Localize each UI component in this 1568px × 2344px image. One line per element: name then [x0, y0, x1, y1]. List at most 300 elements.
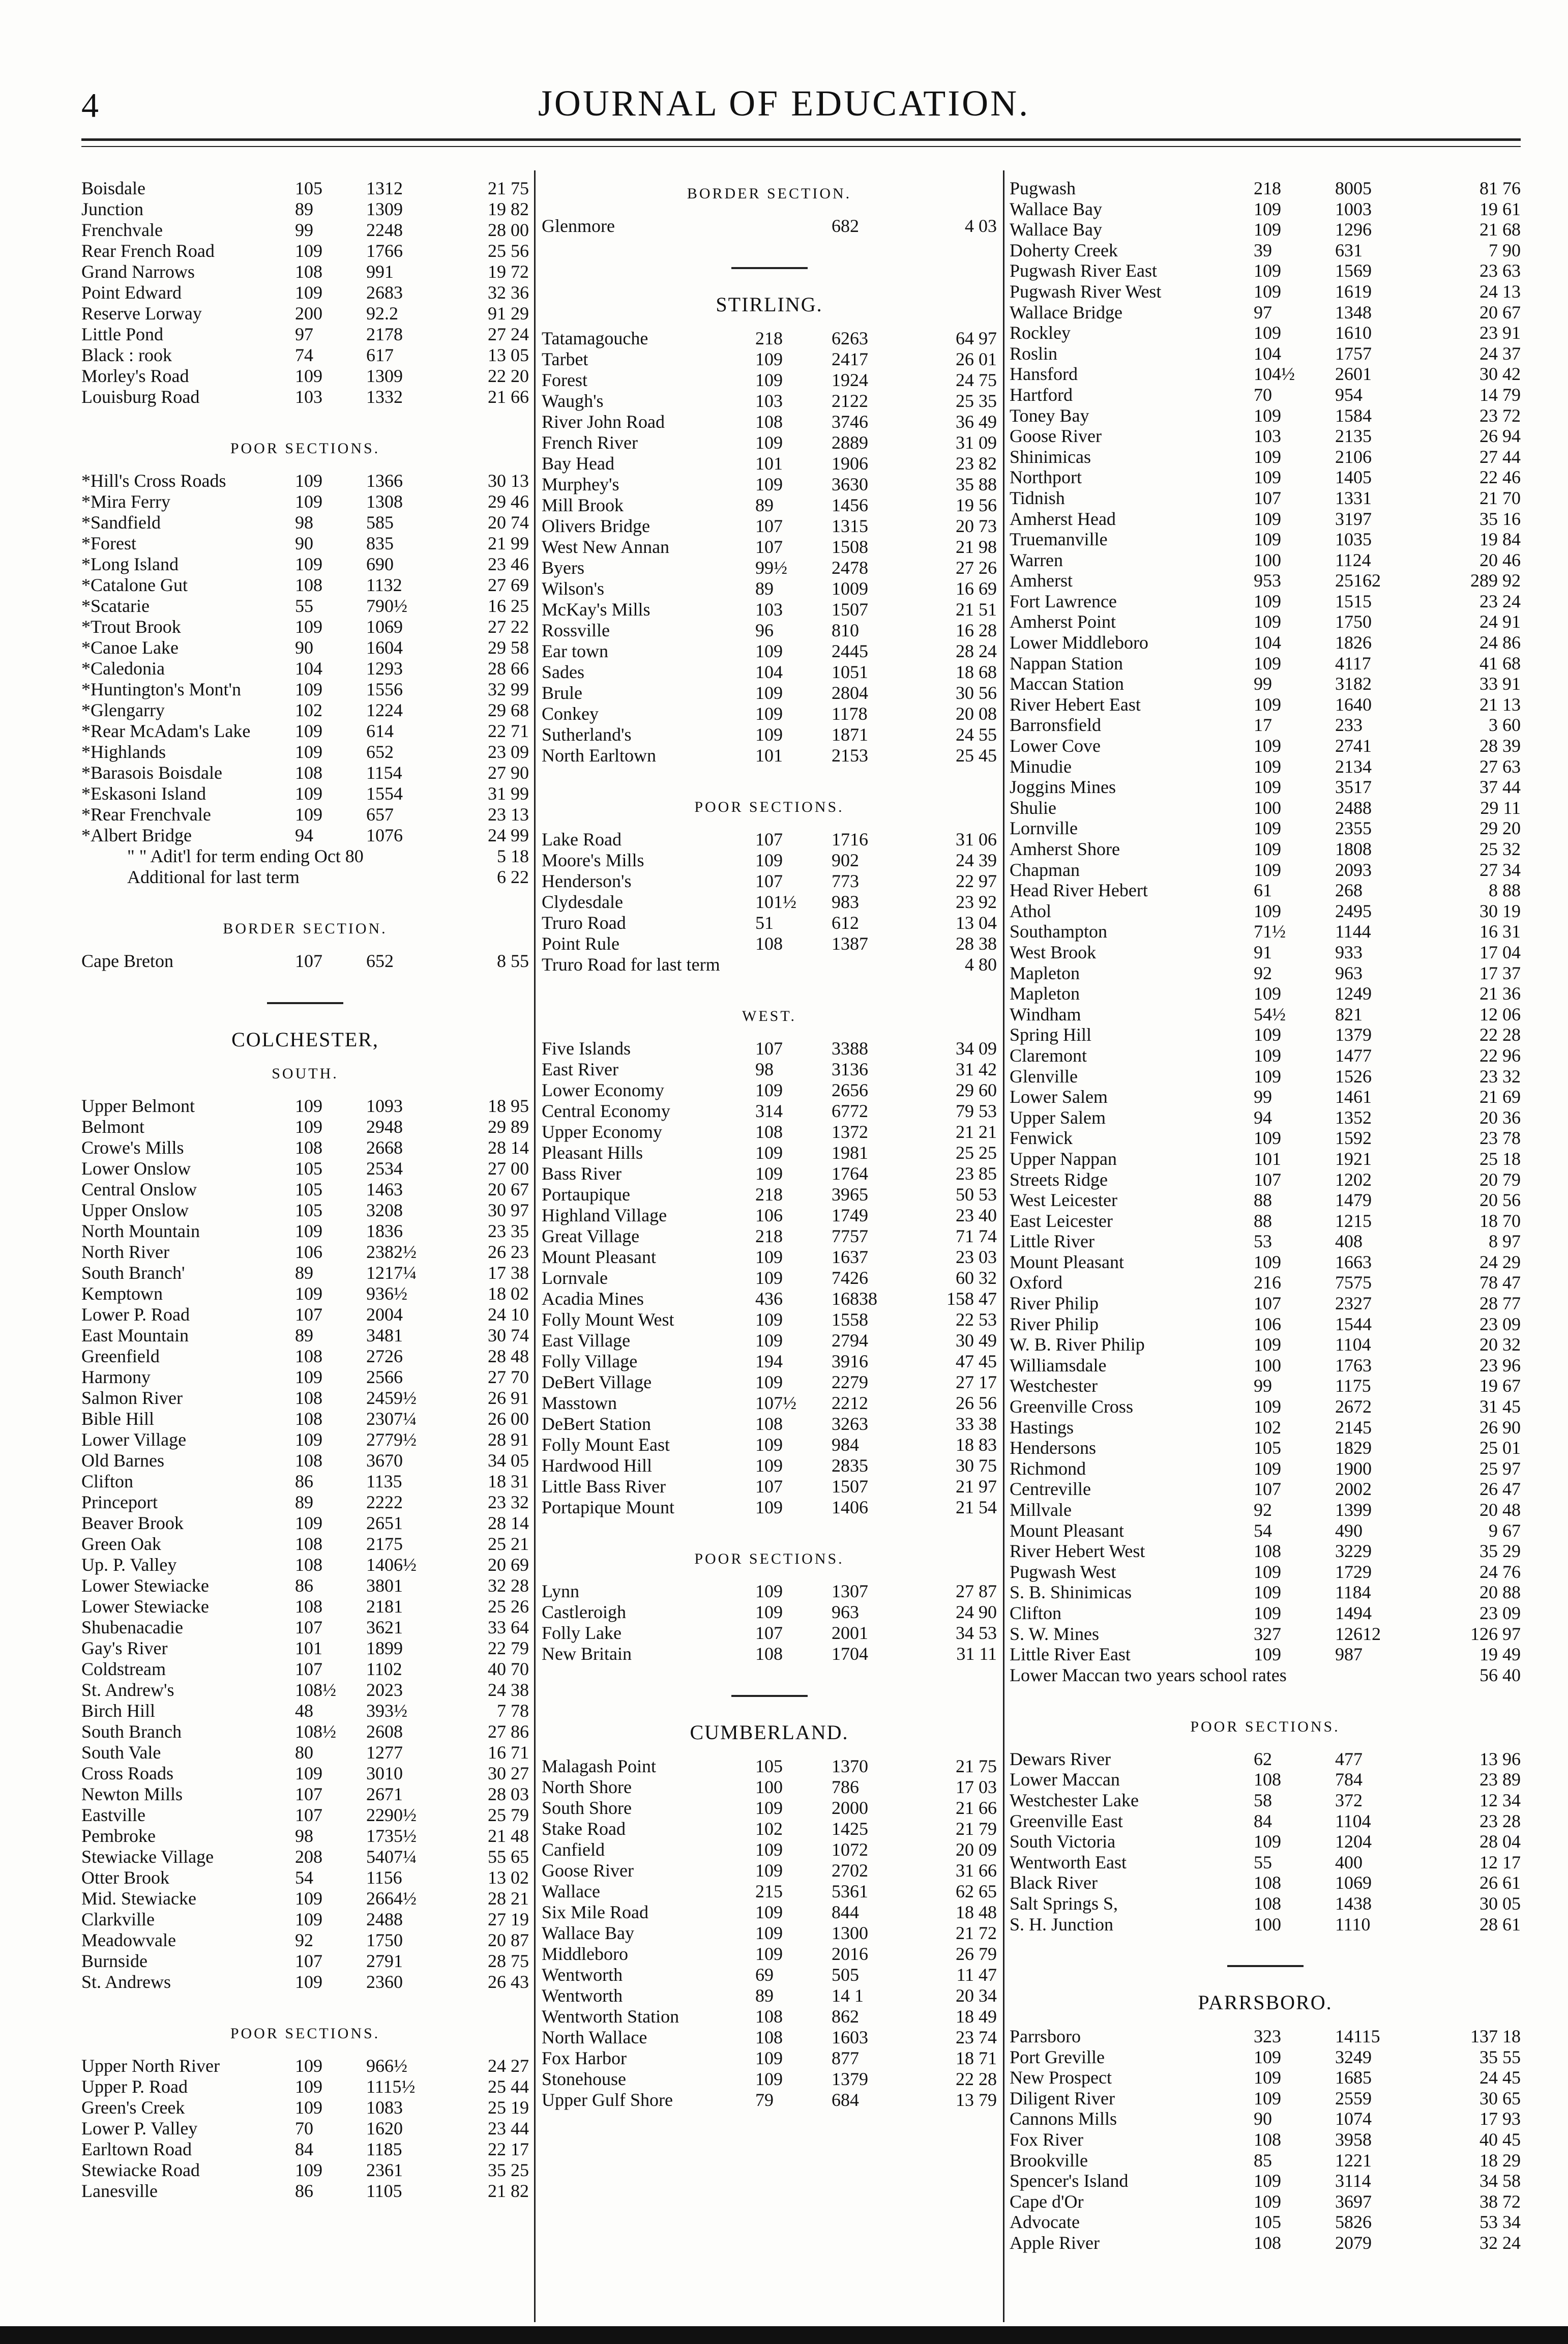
grant-amount: 18 02 [488, 1283, 529, 1304]
attendance: 1076 [366, 825, 403, 845]
days-taught: 109 [295, 617, 322, 637]
place-name: Windham [1010, 1004, 1081, 1024]
place-name: Highland Village [542, 1205, 667, 1225]
place-name: Head River Hebert [1010, 880, 1148, 901]
place-name: Shulie [1010, 797, 1057, 818]
table-row [1010, 1438, 1521, 1458]
grant-amount: 28 75 [488, 1951, 529, 1971]
place-name: Mid. Stewiacke [81, 1888, 196, 1909]
table-row [81, 1429, 529, 1450]
attendance: 1202 [1335, 1169, 1372, 1190]
days-taught: 109 [1254, 323, 1281, 343]
days-taught: 108 [295, 1534, 322, 1554]
table-row [81, 658, 529, 679]
table-section [81, 1002, 529, 1993]
attendance: 92.2 [366, 303, 398, 324]
attendance: 2671 [366, 1784, 403, 1804]
table-section [81, 918, 529, 972]
grant-amount: 28 66 [488, 658, 529, 679]
days-taught: 109 [295, 1429, 322, 1450]
days-taught: 109 [1254, 1602, 1281, 1623]
place-name: North Shore [542, 1777, 632, 1797]
days-taught: 109 [755, 704, 783, 724]
days-taught: 84 [295, 2139, 313, 2159]
place-name: Waugh's [542, 391, 604, 411]
grant-amount: 27 63 [1480, 756, 1521, 777]
days-taught: 109 [295, 804, 322, 825]
table-row [542, 1965, 997, 1985]
table-row [542, 1288, 997, 1309]
table-row [542, 1819, 997, 1839]
table-row [1010, 756, 1521, 777]
days-taught: 109 [295, 1221, 322, 1241]
days-taught: 109 [755, 1581, 783, 1601]
days-taught: 105 [295, 1200, 322, 1220]
place-name: Rockley [1010, 323, 1071, 343]
attendance: 652 [366, 742, 394, 762]
table-section [542, 1695, 997, 2111]
place-name: East Village [542, 1330, 631, 1351]
grant-amount: 289 92 [1470, 570, 1521, 591]
place-name: Gay's River [81, 1638, 168, 1658]
attendance: 5361 [832, 1881, 868, 1901]
table-row [1010, 447, 1521, 467]
grant-amount: 26 00 [488, 1409, 529, 1429]
attendance: 14115 [1335, 2026, 1380, 2047]
days-taught: 109 [295, 366, 322, 386]
table-row [81, 387, 529, 407]
days-taught: 108 [295, 1596, 322, 1617]
table-row [1010, 2233, 1521, 2253]
place-name: Pugwash [1010, 178, 1076, 198]
place-name: Beaver Brook [81, 1513, 184, 1533]
table-row [81, 1534, 529, 1555]
days-taught: 107 [755, 516, 783, 536]
place-name: *Huntington's Mont'n [81, 679, 241, 699]
days-taught: 109 [295, 783, 322, 804]
days-taught: 109 [1254, 1644, 1281, 1665]
section-divider [731, 1695, 808, 1697]
grant-amount: 28 39 [1480, 736, 1521, 756]
table-row [1010, 632, 1521, 653]
place-name: Wentworth [542, 1985, 623, 2006]
table-section [81, 178, 529, 407]
table-row [1010, 1107, 1521, 1128]
attendance: 372 [1335, 1790, 1363, 1810]
county-heading: STIRLING. [716, 293, 823, 316]
attendance: 1178 [832, 704, 868, 724]
attendance: 1102 [366, 1659, 402, 1679]
place-name: River Hebert West [1010, 1541, 1145, 1562]
attendance: 2664½ [366, 1888, 417, 1909]
table-row [81, 1659, 529, 1680]
attendance: 2093 [1335, 859, 1372, 880]
table-row [542, 474, 997, 495]
grant-amount: 22 17 [488, 2139, 529, 2159]
days-taught: 109 [1254, 839, 1281, 859]
days-taught: 109 [1254, 405, 1281, 426]
days-taught: 99 [1254, 1087, 1272, 1107]
attendance: 936½ [366, 1283, 407, 1304]
days-taught: 106 [1254, 1313, 1281, 1334]
grant-amount: 41 68 [1480, 653, 1521, 673]
days-taught: 98 [295, 1826, 313, 1846]
grant-amount: 17 38 [488, 1263, 529, 1283]
days-taught: 108 [1254, 1872, 1281, 1893]
grant-amount: 24 13 [1480, 281, 1521, 302]
grant-amount: 30 27 [488, 1763, 529, 1783]
attendance: 3621 [366, 1617, 403, 1637]
place-name: South Branch' [81, 1263, 185, 1283]
place-name: Fox Harbor [542, 2048, 627, 2068]
days-taught: 109 [1254, 2046, 1281, 2067]
days-taught: 107 [295, 1805, 322, 1825]
table-row [1010, 467, 1521, 488]
attendance: 1763 [1335, 1355, 1372, 1375]
grant-amount: 20 74 [488, 512, 529, 533]
grant-amount: 47 45 [956, 1351, 997, 1371]
grant-amount: 12 17 [1480, 1852, 1521, 1872]
attendance: 1132 [366, 575, 402, 595]
attendance: 835 [366, 533, 394, 553]
place-name: Hartford [1010, 384, 1073, 405]
place-name: *Long Island [81, 554, 179, 574]
grant-amount: 16 71 [488, 1742, 529, 1763]
attendance: 3481 [366, 1325, 403, 1345]
county-heading: PARRSBORO. [1198, 1991, 1333, 2014]
grant-amount: 20 46 [1480, 549, 1521, 570]
grant-amount: 20 09 [956, 1839, 997, 1860]
place-name: Upper Gulf Shore [542, 2090, 673, 2110]
place-name: Newton Mills [81, 1784, 183, 1804]
table-row [1010, 1811, 1521, 1832]
days-taught: 109 [295, 2097, 322, 2118]
table-row [1010, 591, 1521, 612]
grant-amount: 24 27 [488, 2056, 529, 2076]
days-taught: 104 [295, 658, 322, 679]
attendance: 773 [832, 871, 859, 891]
attendance: 6772 [832, 1101, 868, 1121]
place-name: Lower P. Road [81, 1304, 190, 1325]
table-section [1010, 1965, 1521, 2253]
grant-amount: 27 22 [488, 617, 529, 637]
section-divider [731, 267, 808, 269]
table-section [542, 1006, 997, 1518]
days-taught: 108 [755, 1414, 783, 1434]
table-row [81, 1367, 529, 1388]
table-row [1010, 653, 1521, 674]
place-name: Wentworth Station [542, 2006, 679, 2027]
grant-amount: 23 63 [1480, 260, 1521, 281]
table-row [542, 1881, 997, 1902]
place-name: Kemptown [81, 1283, 163, 1304]
table-row [542, 370, 997, 391]
grant-amount: 20 67 [1480, 302, 1521, 323]
place-name: Fox River [1010, 2129, 1084, 2150]
days-taught: 109 [755, 1309, 783, 1330]
grant-amount: 13 04 [956, 913, 997, 933]
attendance: 1610 [1335, 323, 1372, 343]
days-taught [750, 216, 816, 237]
grant-amount: 21 13 [1480, 694, 1521, 715]
days-taught: 327 [1254, 1623, 1281, 1644]
days-taught: 108 [295, 261, 322, 282]
grant-amount: 27 00 [488, 1158, 529, 1179]
table-row [542, 892, 997, 913]
grant-amount: 19 72 [488, 261, 529, 282]
attendance: 2445 [832, 641, 868, 661]
attendance: 1110 [1335, 1914, 1371, 1935]
attendance: 2478 [832, 558, 868, 578]
attendance: 4117 [1335, 653, 1371, 673]
place-name: *Albert Bridge [81, 825, 192, 845]
place-name: Warren [1010, 549, 1063, 570]
table-row [1010, 1314, 1521, 1335]
days-taught: 109 [755, 1923, 783, 1943]
table-row [81, 2160, 529, 2181]
grant-amount: 23 09 [488, 742, 529, 762]
attendance: 682 [832, 216, 859, 236]
table-row [542, 1247, 997, 1268]
attendance: 2134 [1335, 756, 1372, 777]
days-taught: 103 [755, 599, 783, 620]
days-taught: 109 [755, 1602, 783, 1622]
table-row [1010, 1644, 1521, 1665]
attendance: 268 [1335, 880, 1363, 901]
table-row [1010, 1749, 1521, 1770]
table-row [81, 1200, 529, 1221]
attendance: 2779½ [366, 1429, 417, 1450]
grant-amount: 20 79 [1480, 1169, 1521, 1190]
grant-amount: 35 55 [1480, 2046, 1521, 2067]
place-name: Amherst [1010, 570, 1073, 591]
place-name: River John Road [542, 412, 665, 432]
place-name: Toney Bay [1010, 405, 1089, 426]
table-row [1010, 1582, 1521, 1603]
attendance: 821 [1335, 1004, 1363, 1024]
place-name: Middleboro [542, 1944, 628, 1964]
table-row [1010, 343, 1521, 364]
place-name: Malagash Point [542, 1756, 656, 1776]
attendance: 2079 [1335, 2233, 1372, 2253]
place-name: Williamsdale [1010, 1355, 1107, 1375]
days-taught: 90 [1254, 2108, 1272, 2129]
days-taught: 109 [1254, 1396, 1281, 1417]
table-row [542, 1038, 997, 1059]
days-taught: 99½ [755, 558, 787, 578]
attendance: 784 [1335, 1769, 1363, 1790]
days-taught: 102 [1254, 1417, 1281, 1438]
grant-amount: 30 49 [956, 1330, 997, 1351]
attendance: 877 [832, 2048, 859, 2068]
table-row [81, 1263, 529, 1283]
days-taught: 107 [1254, 1293, 1281, 1314]
place-name: River Philip [1010, 1313, 1099, 1334]
days-taught: 107 [755, 871, 783, 891]
attendance: 1249 [1335, 983, 1372, 1004]
place-name: Goose River [1010, 426, 1102, 447]
attendance: 1072 [832, 1839, 868, 1860]
table-row [1010, 901, 1521, 922]
grant-amount: 28 00 [488, 220, 529, 240]
table-row [1010, 1541, 1521, 1562]
attendance: 652 [366, 951, 394, 971]
attendance: 1399 [1335, 1500, 1372, 1520]
days-taught: 109 [1254, 1458, 1281, 1479]
days-taught: 109 [1254, 1831, 1281, 1852]
attendance: 1463 [366, 1179, 403, 1199]
attendance: 1293 [366, 658, 403, 679]
attendance: 2417 [832, 349, 868, 369]
days-taught: 91 [1254, 942, 1272, 962]
days-taught: 107 [755, 1476, 783, 1497]
table-row [542, 216, 997, 237]
grant-amount: 28 24 [956, 641, 997, 661]
place-name: Dewars River [1010, 1748, 1111, 1769]
place-name: Burnside [81, 1951, 147, 1971]
table-row [81, 366, 529, 387]
place-name: Wallace [542, 1881, 601, 1901]
place-name: Frenchvale [81, 220, 163, 240]
attendance: 1154 [366, 763, 402, 783]
table-row [542, 1860, 997, 1881]
days-taught: 107 [295, 1951, 322, 1971]
place-name: Birch Hill [81, 1701, 155, 1721]
table-row [81, 1972, 529, 1993]
place-name: South Shore [542, 1798, 632, 1818]
place-name: Parrsboro [1010, 2026, 1081, 2047]
grant-amount: 35 16 [1480, 508, 1521, 529]
attendance: 1003 [1335, 198, 1372, 219]
table-row [542, 1985, 997, 2006]
table-row [542, 1163, 997, 1184]
table-row [1010, 921, 1521, 942]
table-row [81, 2056, 529, 2076]
attendance: 2355 [1335, 818, 1372, 839]
days-taught: 109 [755, 1860, 783, 1881]
days-taught: 107 [295, 1617, 322, 1637]
place-name: Goose River [542, 1860, 634, 1881]
days-taught: 100 [1254, 1914, 1281, 1935]
grant-amount: 25 01 [1480, 1438, 1521, 1458]
note-value: 6 22 [497, 867, 529, 887]
attendance: 1685 [1335, 2067, 1372, 2088]
days-taught: 17 [1254, 715, 1272, 736]
grant-amount: 30 13 [488, 471, 529, 491]
table-row [542, 724, 997, 745]
attendance: 2004 [366, 1304, 403, 1325]
table-row [1010, 2171, 1521, 2191]
attendance: 1921 [1335, 1148, 1372, 1169]
place-name: East Leicester [1010, 1210, 1113, 1231]
days-taught: 109 [755, 432, 783, 453]
attendance: 1308 [366, 491, 403, 512]
days-taught: 109 [295, 1117, 322, 1137]
days-taught: 107 [1254, 487, 1281, 508]
place-name: Green Oak [81, 1534, 161, 1554]
grant-amount: 13 79 [956, 2090, 997, 2110]
place-name: Westchester [1010, 1375, 1098, 1396]
place-name: Maccan Station [1010, 673, 1124, 694]
place-name: North Wallace [542, 2027, 647, 2047]
grant-amount: 26 01 [956, 349, 997, 369]
days-taught: 101 [295, 1638, 322, 1658]
days-taught: 99 [1254, 673, 1272, 694]
attendance: 1348 [1335, 302, 1372, 323]
days-taught: 109 [1254, 1334, 1281, 1355]
attendance: 3630 [832, 474, 868, 494]
attendance: 1836 [366, 1221, 403, 1241]
attendance: 1729 [1335, 1561, 1372, 1582]
attendance: 7426 [832, 1268, 868, 1288]
attendance: 3746 [832, 412, 868, 432]
table-row [542, 453, 997, 474]
days-taught: 71½ [1254, 921, 1286, 942]
attendance: 1069 [1335, 1872, 1372, 1893]
attendance: 3114 [1335, 2171, 1371, 2191]
table-row [81, 1492, 529, 1513]
place-name: Wentworth [542, 1965, 623, 1985]
place-name: Wallace Bay [542, 1923, 635, 1943]
table-row [542, 1602, 997, 1623]
days-taught: 55 [1254, 1852, 1272, 1872]
attendance: 1366 [366, 471, 403, 491]
place-name: Pembroke [81, 1826, 156, 1846]
table-row [81, 512, 529, 533]
table-row [81, 1701, 529, 1721]
grant-amount: 21 69 [1480, 1087, 1521, 1107]
days-taught: 109 [295, 2160, 322, 2180]
place-name: *Catalone Gut [81, 575, 188, 595]
grant-amount: 21 97 [956, 1476, 997, 1497]
grant-amount: 29 46 [488, 491, 529, 512]
days-taught: 109 [755, 1798, 783, 1818]
attendance: 2135 [1335, 426, 1372, 447]
grant-amount: 21 54 [956, 1497, 997, 1517]
place-name: Truro Road [542, 913, 626, 933]
table-row [1010, 1396, 1521, 1417]
grant-amount: 28 38 [956, 933, 997, 954]
place-name: Upper Nappan [1010, 1148, 1117, 1169]
table-row [81, 2181, 529, 2202]
place-name: S. H. Junction [1010, 1914, 1114, 1935]
table-row [1010, 1831, 1521, 1852]
table-row [81, 178, 529, 199]
place-name: Lower Salem [1010, 1087, 1108, 1107]
table-row [542, 1309, 997, 1330]
attendance: 1637 [832, 1247, 868, 1267]
attendance: 983 [832, 892, 859, 912]
grant-amount: 28 77 [1480, 1293, 1521, 1314]
table-row [1010, 1769, 1521, 1790]
place-name: S. B. Shinimicas [1010, 1582, 1132, 1603]
grant-amount: 31 06 [956, 829, 997, 849]
table-row [542, 620, 997, 641]
grant-amount: 34 09 [956, 1038, 997, 1059]
attendance: 2290½ [366, 1805, 417, 1825]
grant-amount: 23 40 [956, 1205, 997, 1225]
place-name: Shubenacadie [81, 1617, 183, 1637]
attendance: 1569 [1335, 260, 1372, 281]
grant-amount: 31 66 [956, 1860, 997, 1881]
place-name: Reserve Lorway [81, 303, 202, 324]
days-taught: 69 [755, 1965, 774, 1985]
place-name: Bible Hill [81, 1409, 154, 1429]
table-row [81, 1450, 529, 1471]
days-taught: 218 [1254, 178, 1281, 198]
days-taught: 108 [755, 2006, 783, 2027]
grant-amount: 26 79 [956, 1944, 997, 1964]
